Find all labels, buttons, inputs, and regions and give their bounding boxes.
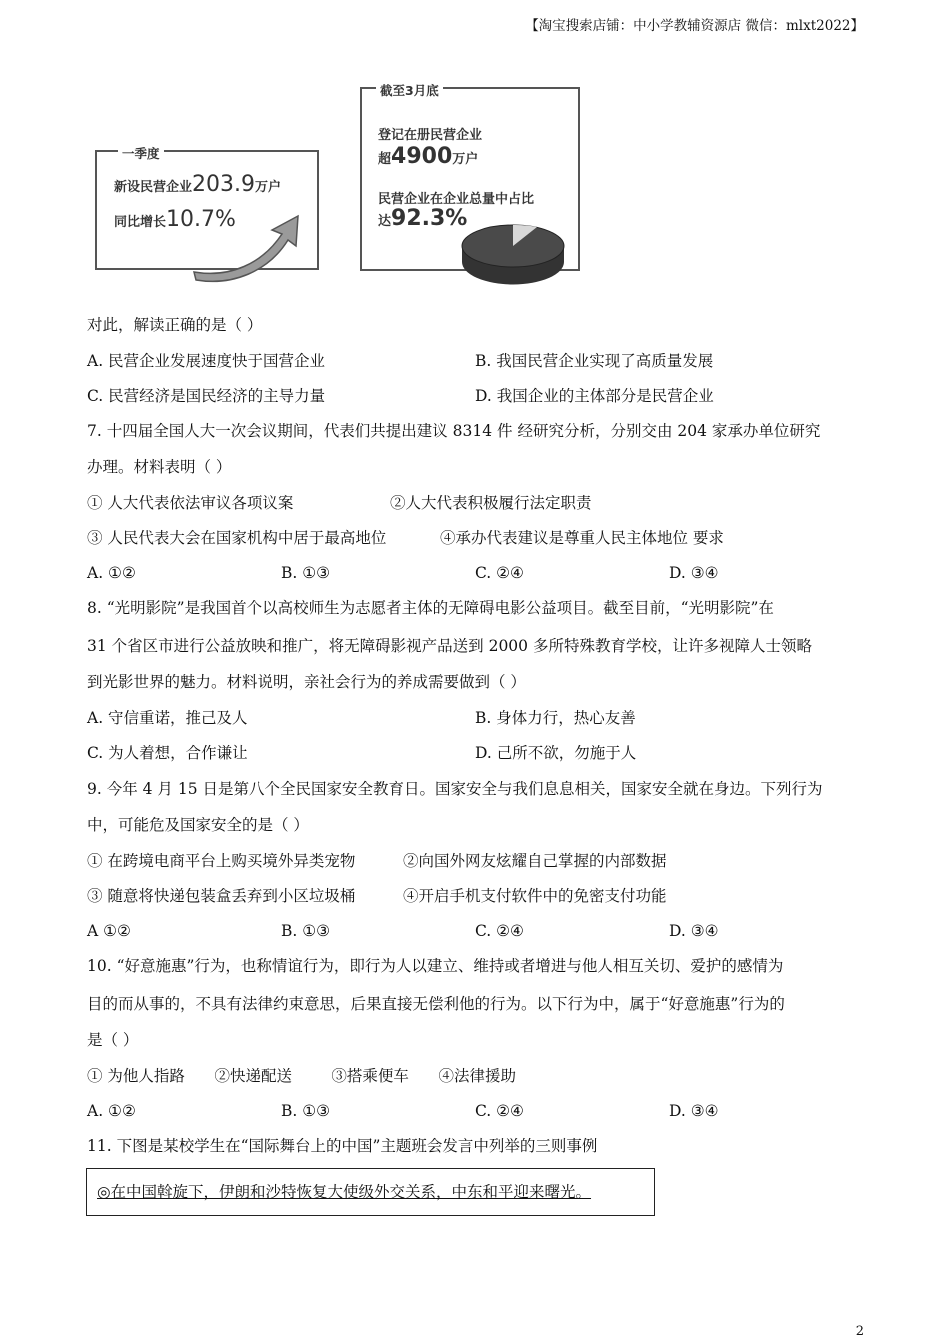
page-header: 【淘宝搜索店铺：中小学教辅资源店 微信：mlxt2022】 <box>525 18 864 34</box>
q7-option-d: D. ③④ <box>669 564 719 582</box>
q6-option-c: C. 民营经济是国民经济的主导力量 <box>87 387 326 405</box>
q7-option-a: A. ①② <box>87 564 136 582</box>
q11-stem: 11. 下图是某校学生在“国际舞台上的中国”主题班会发言中列举的三则事例 <box>87 1137 598 1155</box>
q9-option-b: B. ①③ <box>281 922 331 940</box>
q8-option-d: D. 己所不欲，勿施于人 <box>475 744 637 762</box>
q8-option-c: C. 为人着想，合作谦让 <box>87 744 248 762</box>
q7-item-1: ① 人大代表依法审议各项议案 <box>87 494 294 512</box>
share-label: 民营企业在企业总量中占比 <box>378 192 535 207</box>
q8-stem-line1: 8. “光明影院”是我国首个以高校师生为志愿者主体的无障碍电影公益项目。截至目前，“光明影院”在 <box>87 599 774 617</box>
q10-stem-line2: 目的而从事的，不具有法律约束意思，后果直接无偿利他的行为。以下行为中，属于“好意施惠”行为的 <box>87 995 785 1013</box>
q7-stem-line1: 7. 十四届全国人大一次会议期间，代表们共提出建议 8314 件 经研究分析，分别交由 204 家承办单位研究 <box>87 422 821 440</box>
q8-option-b: B. 身体力行，热心友善 <box>475 709 636 727</box>
q7-stem-line2: 办理。材料表明（ ） <box>87 458 232 476</box>
q1-stats-title: 一季度 <box>118 144 164 162</box>
q10-stem-line3: 是（ ） <box>87 1031 139 1049</box>
q10-option-d: D. ③④ <box>669 1102 719 1120</box>
pie-chart-icon <box>458 222 568 288</box>
q8-option-a: A. 守信重诺，推己及人 <box>87 709 248 727</box>
q6-option-d: D. 我国企业的主体部分是民营企业 <box>475 387 714 405</box>
registered-enterprises-label: 登记在册民营企业 <box>378 128 483 143</box>
q8-stem-line2: 31 个省区市进行公益放映和推广，将无障碍影视产品送到 2000 多所特殊教育学校，让许多视障人士领略 <box>87 637 812 655</box>
q10-option-c: C. ②④ <box>475 1102 524 1120</box>
q9-option-d: D. ③④ <box>669 922 719 940</box>
q7-option-b: B. ①③ <box>281 564 331 582</box>
q10-items: ① 为他人指路 ②快递配送 ③搭乘便车 ④法律援助 <box>87 1067 516 1085</box>
growth-rate-stat: 同比增长10.7% <box>114 207 236 232</box>
q11-example-text: ◎在中国斡旋下，伊朗和沙特恢复大使级外交关系，中东和平迎来曙光。 <box>97 1183 592 1201</box>
q9-item-1: ① 在跨境电商平台上购买境外异类宠物 <box>87 852 356 870</box>
registered-enterprises-stat: 超4900万户 <box>378 144 479 169</box>
q6-option-b: B. 我国民营企业实现了高质量发展 <box>475 352 714 370</box>
page-number: 2 <box>855 1324 864 1339</box>
q7-option-c: C. ②④ <box>475 564 524 582</box>
q9-option-c: C. ②④ <box>475 922 524 940</box>
march-stats-title: 截至3月底 <box>376 81 443 99</box>
q10-option-a: A. ①② <box>87 1102 136 1120</box>
q7-item-3: ③ 人民代表大会在国家机构中居于最高地位 <box>87 529 387 547</box>
share-stat: 达92.3% <box>378 206 468 231</box>
q9-item-3: ③ 随意将快递包装盒丢弃到小区垃圾桶 <box>87 887 356 905</box>
q9-stem-line1: 9. 今年 4 月 15 日是第八个全民国家安全教育日。国家安全与我们息息相关，国家安全就在身边。下列行为 <box>87 780 823 798</box>
q10-option-b: B. ①③ <box>281 1102 331 1120</box>
q11-example-box <box>86 1168 655 1216</box>
q9-item-2: ②向国外网友炫耀自己掌握的内部数据 <box>403 852 667 870</box>
new-enterprises-stat: 新设民营企业203.9万户 <box>114 172 282 197</box>
growth-arrow-icon <box>190 212 305 284</box>
q8-stem-line3: 到光影世界的魅力。材料说明，亲社会行为的养成需要做到（ ） <box>87 673 526 691</box>
q7-item-4: ④承办代表建议是尊重人民主体地位 要求 <box>440 529 724 547</box>
q6-option-a: A. 民营企业发展速度快于国营企业 <box>87 352 326 370</box>
q10-stem-line1: 10. “好意施惠”行为，也称情谊行为，即行为人以建立、维持或者增进与他人相互关切、爱护的感情为 <box>87 957 784 975</box>
q9-item-4: ④开启手机支付软件中的免密支付功能 <box>403 887 667 905</box>
q6-stem: 对此，解读正确的是（ ） <box>87 316 263 334</box>
q9-option-a: A ①② <box>87 922 131 940</box>
q9-stem-line2: 中，可能危及国家安全的是（ ） <box>87 816 309 834</box>
q7-item-2: ②人大代表积极履行法定职责 <box>390 494 592 512</box>
